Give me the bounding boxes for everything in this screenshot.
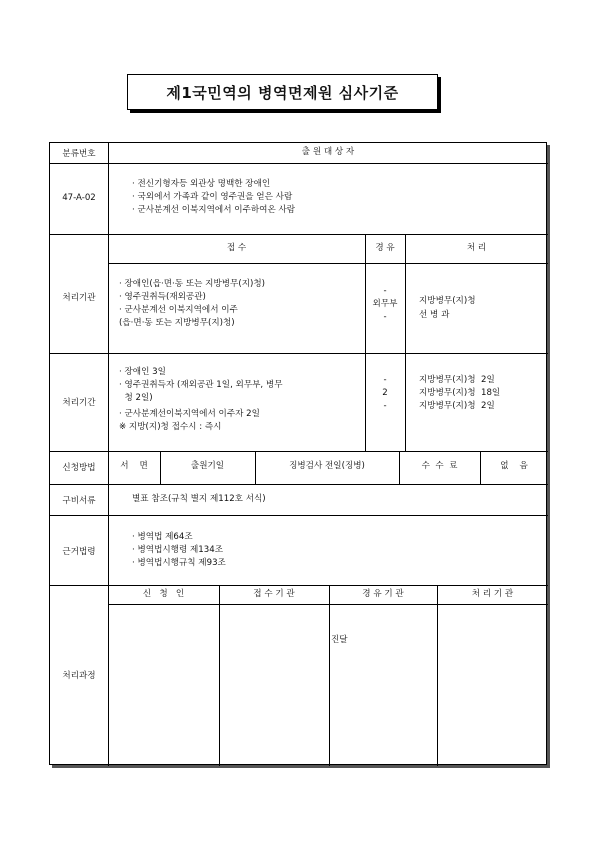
period-line: · 장애인 3일 [119, 367, 166, 377]
applicant-item: · 국외에서 가족과 같이 영주권을 얻은 사람 [132, 192, 293, 202]
processing-agency-label: 처리기관 [62, 293, 96, 303]
classification-code: 47-A-02 [62, 193, 96, 203]
criteria-form [49, 142, 547, 765]
reception-line: · 군사분계선 이북지역에서 이주 [119, 305, 238, 315]
applicant-item: · 군사분계선 이북지역에서 이주하여온 사람 [132, 205, 296, 215]
application-exam: 징병검사 전일(징병) [289, 461, 365, 471]
via-line: - [383, 312, 387, 322]
flow-column-via: 경 유 기 관 [362, 589, 404, 599]
reception-line: · 장애인(읍·면·동 또는 지방병무(지)청) [119, 279, 266, 289]
processing-header: 처 리 [466, 243, 487, 253]
legal-basis-item: · 병역법시행령 제134조 [132, 545, 224, 555]
header-applicant-label: 출 원 대 상 자 [301, 147, 355, 157]
period-line: ※ 지방(지)청 접수시 : 즉시 [119, 422, 222, 432]
application-method: 서 면 [120, 461, 148, 471]
processing-period-line: 지방병무(지)청 2일 [419, 375, 495, 385]
processing-period-line: 지방병무(지)청 2일 [419, 401, 495, 411]
flow-column-reception: 접 수 기 관 [253, 589, 295, 599]
reception-header: 접 수 [226, 243, 247, 253]
via-line: 2 [382, 388, 388, 398]
period-line: · 영주권취득자 (재외공관 1일, 외무부, 병무 [119, 380, 283, 390]
fee-value: 없 음 [500, 461, 528, 471]
documents-label: 구비서류 [62, 496, 96, 506]
process-flow-label: 처리과정 [62, 671, 96, 681]
reception-line: (읍·면·동 또는 지방병무(지)청) [119, 318, 235, 328]
period-line: 청 2일) [119, 393, 153, 403]
page-title: 제1국민역의 병역면제원 심사기준 [127, 74, 438, 110]
via-line: - [383, 401, 387, 411]
header-classification-label: 분류번호 [62, 149, 96, 159]
fee-label: 수 수 료 [421, 461, 458, 471]
via-line: - [383, 286, 387, 296]
application-form-name: 출원기일 [190, 461, 225, 471]
reception-line: · 영주권취득(재외공관) [119, 292, 206, 302]
via-line: - [383, 375, 387, 385]
processing-line: 지방병무(지)청 [419, 296, 476, 306]
legal-basis-item: · 병역법 제64조 [132, 532, 193, 542]
period-line: · 군사분계선이북지역에서 이주자 2일 [119, 409, 260, 419]
application-method-label: 신청방법 [62, 463, 96, 473]
legal-basis-label: 근거법령 [62, 547, 96, 557]
documents-value: 별표 참조(규칙 별지 제112호 서식) [132, 494, 266, 504]
via-header: 경 유 [375, 243, 395, 253]
applicant-item: · 전신기형자등 외관상 명백한 장애인 [132, 179, 271, 189]
flow-column-processing: 처 리 기 관 [471, 589, 514, 599]
processing-line: 선 병 과 [419, 310, 450, 320]
via-line: 외무부 [372, 299, 398, 309]
processing-period-label: 처리기간 [62, 398, 96, 408]
processing-period-line: 지방병무(지)청 18일 [419, 388, 501, 398]
legal-basis-item: · 병역법시행규칙 제93조 [132, 558, 226, 568]
flow-column-applicant: 신 청 인 [142, 589, 185, 599]
flow-note: 진달 [331, 635, 348, 645]
